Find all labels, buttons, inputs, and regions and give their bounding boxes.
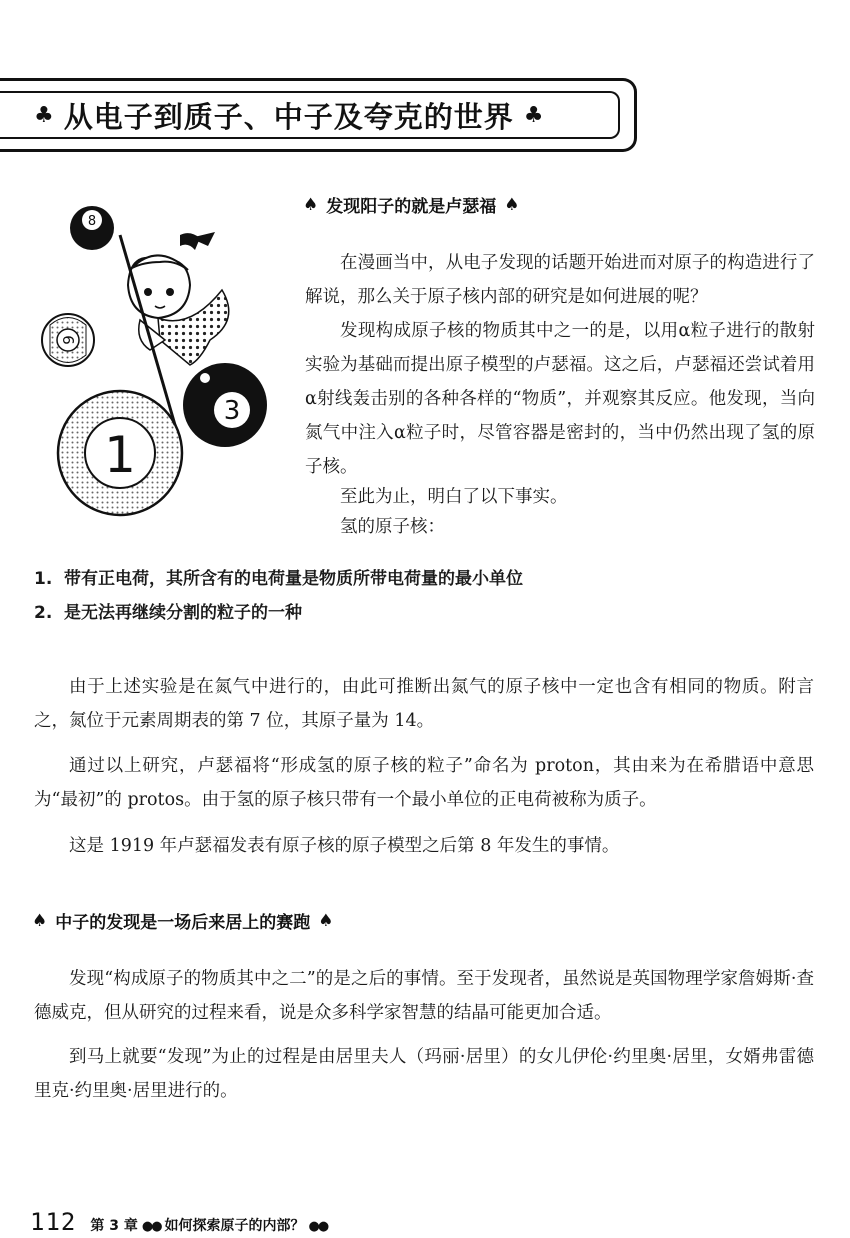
section-heading-rutherford xyxy=(303,192,528,217)
paragraph: 到马上就要“发现”为止的过程是由居里夫人（玛丽·居里）的女儿伊伦·约里奥·居里，女婿弗雷德里克·约里奥·居里进行的。 xyxy=(34,1047,814,1101)
section-heading-neutron xyxy=(32,908,342,933)
ball-9 xyxy=(42,314,94,366)
paragraph: 氢的原子核： xyxy=(340,517,445,537)
chapter-label: 第 3 章 xyxy=(90,1218,138,1234)
paragraph: 由于上述实验是在氮气中进行的，由此可推断出氮气的原子核中一定也含有相同的物质。附言之，氮位于元素周期表的第 7 位，其原子量为 14。 xyxy=(34,677,814,731)
club-icon: ♣ xyxy=(34,102,54,128)
list-text: 带有正电荷，其所含有的电荷量是物质所带电荷量的最小单位 xyxy=(64,569,523,589)
list-number: 1. xyxy=(34,569,53,589)
ball-3-label: 3 xyxy=(223,396,241,426)
fact-list xyxy=(34,562,814,630)
page-footer xyxy=(30,1208,331,1236)
page-title: 从电子到质子、中子及夸克的世界 xyxy=(63,99,514,134)
spade-icon: ♠ xyxy=(303,194,319,215)
title-banner xyxy=(0,78,637,152)
ball-1 xyxy=(58,391,182,515)
billiard-illustration xyxy=(40,190,290,530)
list-number: 2. xyxy=(34,603,53,623)
ball-8-label: 8 xyxy=(87,214,97,229)
paragraph: 发现构成原子核的物质其中之一的是，以用α粒子进行的散射实验为基础而提出原子模型的卢瑟福。这之后，卢瑟福还尝试着用α射线轰击别的各种各样的“物质”，并观察其反应。他发现，当向氮气中注入α粒子时，尽管容器是密封的，当中仍然出现了氢的原子核。 xyxy=(305,321,815,477)
ball-9-label: 9 xyxy=(60,335,78,345)
chapter-title: 如何探索原子的内部？ xyxy=(164,1218,305,1234)
club-icon: ♣ xyxy=(523,102,544,128)
paragraph: 通过以上研究，卢瑟福将“形成氢的原子核的粒子”命名为 proton，其由来为在希腊语中意思为“最初”的 protos。由于氢的原子核只带有一个最小单位的正电荷被称为质子。 xyxy=(34,756,814,810)
list-item xyxy=(34,596,814,630)
dots-icon: ●● xyxy=(141,1219,161,1234)
ball-1-label: 1 xyxy=(104,426,136,484)
section-heading-text: 中子的发现是一场后来居上的赛跑 xyxy=(55,913,311,933)
title-banner-inner xyxy=(0,91,620,139)
paragraph: 这是 1919 年卢瑟福发表有原子核的原子模型之后第 8 年发生的事情。 xyxy=(69,836,620,856)
dots-icon: ●● xyxy=(308,1219,328,1234)
paragraph: 至此为止，明白了以下事实。 xyxy=(340,487,568,507)
list-item xyxy=(34,562,814,596)
paragraph: 在漫画当中，从电子发现的话题开始进而对原子的构造进行了解说，那么关于原子核内部的研究是如何进展的呢？ xyxy=(305,253,815,307)
ball-3 xyxy=(183,363,267,447)
section-heading-text: 发现阳子的就是卢瑟福 xyxy=(326,197,497,217)
list-text: 是无法再继续分割的粒子的一种 xyxy=(64,603,302,623)
spade-icon: ♠ xyxy=(318,910,334,931)
spade-icon: ♠ xyxy=(32,910,48,931)
page-number: 112 xyxy=(30,1208,77,1236)
ball-8 xyxy=(70,206,114,250)
paragraph: 发现“构成原子的物质其中之二”的是之后的事情。至于发现者，虽然说是英国物理学家詹姆斯·查德威克，但从研究的过程来看，说是众多科学家智慧的结晶可能更加合适。 xyxy=(34,969,814,1023)
spade-icon: ♠ xyxy=(504,194,520,215)
